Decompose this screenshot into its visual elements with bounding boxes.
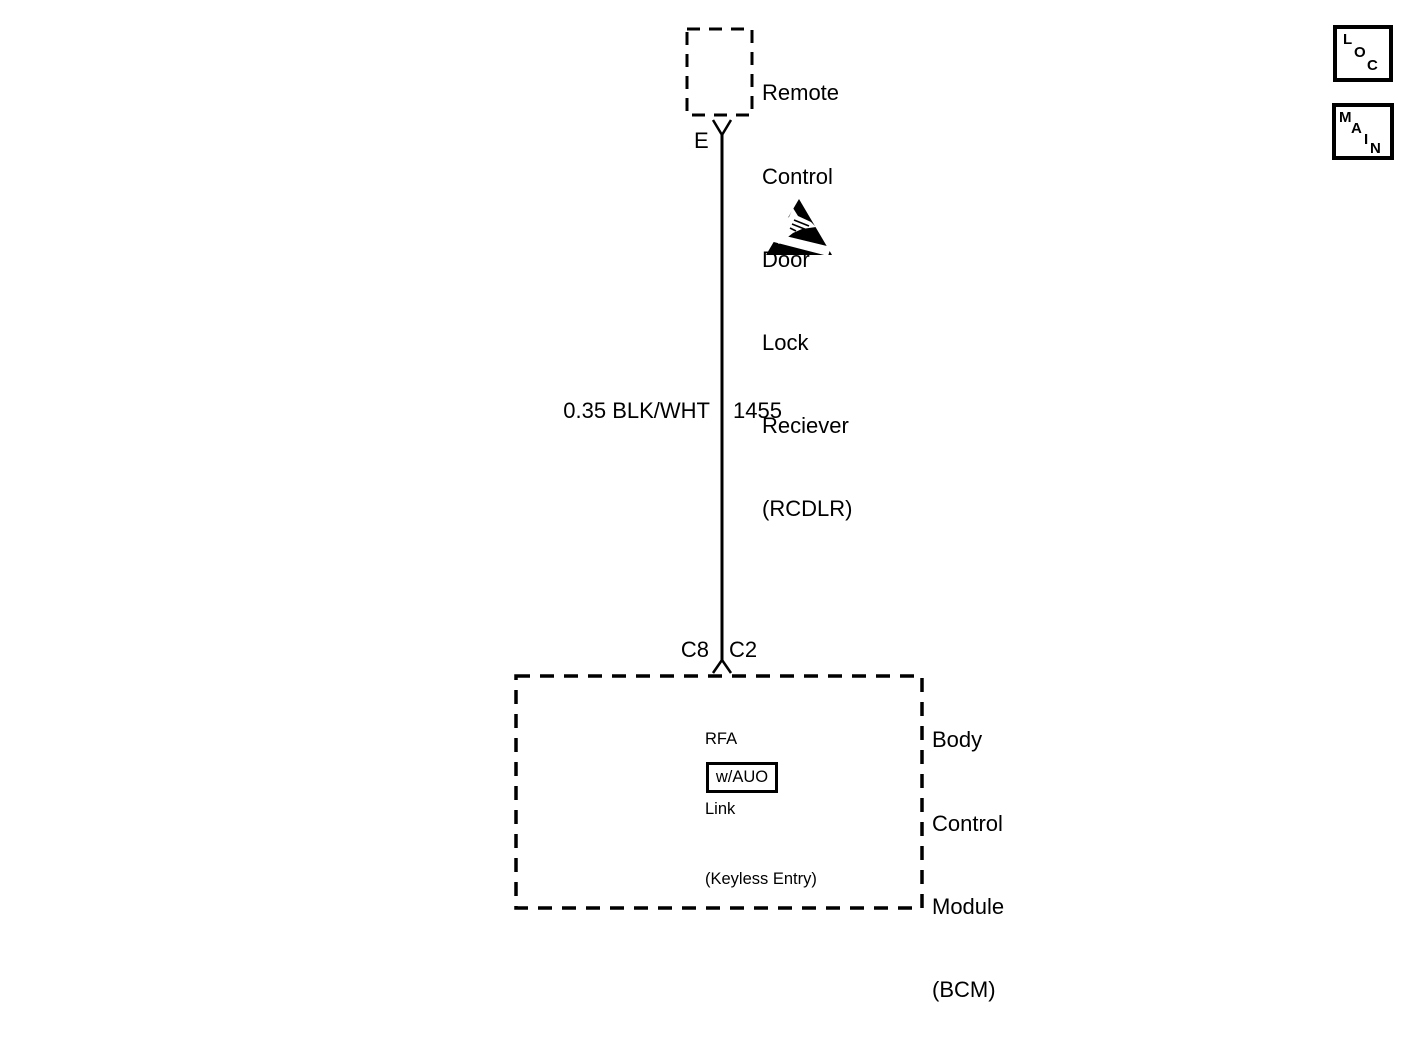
bcm-function-line: (Keyless Entry): [705, 869, 817, 888]
option-tag-box: [706, 762, 778, 793]
bcm-pin-c8-label: C8: [680, 637, 709, 662]
rcdlr-pin-e-label: E: [694, 128, 709, 153]
bcm-name-line: Body: [932, 727, 983, 753]
bcm-component-name: [932, 671, 1004, 1059]
bcm-function-label: [705, 682, 817, 937]
option-tag-label: w/AUO: [715, 768, 769, 786]
wire-circuit-number-label: 1455: [733, 398, 782, 423]
rcdlr-component-name: [762, 24, 852, 578]
rcdlr-component-box: [687, 29, 752, 115]
main-button-letter: A: [1351, 120, 1362, 137]
rcdlr-name-line: Remote: [762, 80, 840, 106]
loc-button-letter: L: [1343, 31, 1353, 48]
bcm-name-line: Control: [932, 810, 1003, 836]
bcm-name-line: (BCM): [932, 976, 996, 1002]
main-button-letter: M: [1339, 109, 1352, 126]
main-button-letter: I: [1364, 131, 1369, 148]
rcdlr-name-line: Control: [762, 163, 833, 189]
loc-button[interactable]: [1333, 25, 1393, 82]
main-button[interactable]: [1332, 103, 1394, 160]
rcdlr-name-line: Reciever: [762, 412, 849, 438]
rcdlr-name-line: (RCDLR): [762, 495, 853, 521]
bcm-function-line: Link: [705, 800, 736, 819]
wire-gauge-color-label: 0.35 BLK/WHT: [563, 398, 710, 423]
rcdlr-connector-fork-icon: [713, 120, 731, 135]
main-button-letter: N: [1370, 140, 1381, 157]
loc-button-letter: O: [1354, 44, 1366, 61]
loc-button-letter: C: [1367, 57, 1378, 74]
rcdlr-name-line: Door: [762, 246, 810, 272]
bcm-function-line: RFA: [705, 730, 738, 749]
bcm-pin-c2-label: C2: [729, 637, 758, 662]
bcm-name-line: Module: [932, 893, 1005, 919]
rcdlr-name-line: Lock: [762, 329, 809, 355]
